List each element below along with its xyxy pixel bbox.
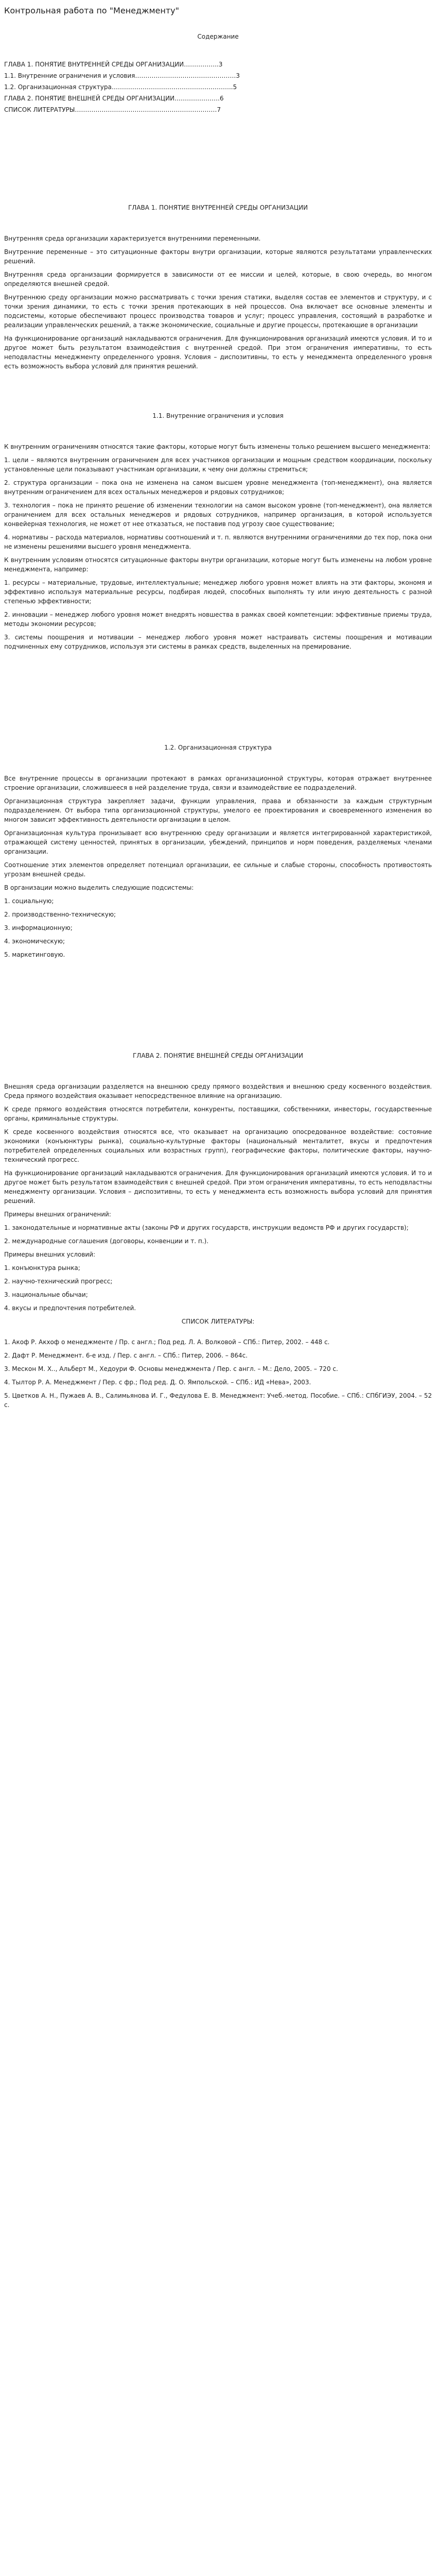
list-item: 4. экономическую;: [4, 938, 65, 945]
list-item: 1. ресурсы – материальные, трудовые, интеллектуальные; менеджер любого уровня может влиять на эти факторы, экономя и эффективно используя материальные ресурсы, подбирая людей, способных выполнять ту или иную деятельность с разной степенью эффективности;: [4, 579, 432, 605]
paragraph: К внутренним ограничениям относятся такие факторы, которые могут быть изменены только решением высшего менеджмента:: [4, 443, 431, 450]
list-item: 1. социальную;: [4, 897, 54, 905]
reference-item: 4. Тылтор Р. А. Менеджмент / Пер. с фр.; Под ред. Д. О. Ямпольской. – СПб.: ИД «Нева», 2003.: [4, 1379, 311, 1386]
paragraph: Примеры внешних условий:: [4, 1251, 96, 1258]
section1-2-title: 1.2. Организационная структура: [164, 744, 272, 751]
toc-item[interactable]: ГЛАВА 2. ПОНЯТИЕ ВНЕШНЕЙ СРЕДЫ ОРГАНИЗАЦИИ………………….6: [4, 95, 224, 102]
paragraph: Организационная культура пронизывает всю внутреннюю среду организации и является интегрированной характеристикой, отражающей систему ценностей, принятых в организации, убеждений, принципов и норм поведения, разделяемых членами организации.: [4, 829, 432, 855]
paragraph: Примеры внешних ограничений:: [4, 1211, 111, 1218]
list-item: 2. инновации – менеджер любого уровня может внедрять новшества в рамках своей компетенции: эффективные приемы труда, методы экономии ресурсов;: [4, 611, 432, 628]
paragraph: Внутренние переменные – это ситуационные факторы внутри организации, которые являются результатами управленческих решений.: [4, 248, 432, 265]
toc-heading: Содержание: [197, 33, 239, 40]
list-item: 2. научно-технический прогресс;: [4, 1278, 113, 1285]
list-item: 1. цели – являются внутренним ограничением для всех участников организации и мощным средством координации, поскольку установленные цели показывают участникам организации, к чему они должны стремиться;: [4, 456, 432, 473]
list-item: 3. национальные обычаи;: [4, 1291, 88, 1298]
reference-item: 5. Цветков А. Н., Пужаев А. В., Салимьянова И. Г., Федулова Е. В. Менеджмент: Учеб.-метод. Пособие. – СПб.: СПбГИЭУ, 2004. – 52 с.: [4, 1392, 432, 1409]
paragraph: Все внутренние процессы в организации протекают в рамках организационной структуры, которая отражает внутреннее строение организации, сложившееся в ней разделение труда, связи и взаимодействие ее подразделений.: [4, 775, 432, 791]
reference-item: 3. Мескон М. Х.., Альберт М., Хедоури Ф. Основы менеджмента / Пер. с англ. – М.: Дело, 2005. – 720 с.: [4, 1365, 338, 1372]
chapter2-title: ГЛАВА 2. ПОНЯТИЕ ВНЕШНЕЙ СРЕДЫ ОРГАНИЗАЦИИ: [132, 1052, 304, 1059]
section1-1-title: 1.1. Внутренние ограничения и условия: [152, 412, 284, 419]
toc-item[interactable]: 1.1. Внутренние ограничения и условия………………………………………….3: [4, 72, 240, 79]
toc-item[interactable]: СПИСОК ЛИТЕРАТУРЫ……………………………………………………………7: [4, 106, 221, 113]
paragraph: На функционирование организаций накладываются ограничения. Для функционирования организаций имеются условия. И то и другое может быть результатом взаимодействия с внешней средой. При этом ограничения императивны, то есть неподвластны менеджменту организации. Условия – диспозитивны, то есть у менеджмента есть возможность выбора условий для принятия решений.: [4, 1170, 432, 1205]
list-item: 2. структура организации – пока она не изменена на самом высшем уровне менеджмента (топ-менеджмент), она является внутренним ограничением для всех остальных менеджеров и рядовых сотрудников;: [4, 479, 432, 496]
document-title: Контрольная работа по "Менеджменту": [4, 6, 179, 15]
paragraph: В организации можно выделить следующие подсистемы:: [4, 884, 194, 891]
list-item: 3. системы поощрения и мотивации – менеджер любого уровня может настраивать системы поощрения и мотивации подчиненных ему сотрудников, используя эти системы в рамках средств, выделенных на премирование.: [4, 634, 432, 650]
list-item: 5. маркетинговую.: [4, 951, 65, 958]
paragraph: На функционирование организаций накладываются ограничения. Для функционирования организаций имеются условия. И то и другое может быть результатом взаимодействия с внутренней средой. При этом ограничения императивны, то есть неподвластны менеджменту определенного уровня. Условия – диспозитивны, то есть у менеджмента определенного уровня есть возможность выбора условий для принятия решений.: [4, 335, 432, 370]
chapter1-title: ГЛАВА 1. ПОНЯТИЕ ВНУТРЕННЕЙ СРЕДЫ ОРГАНИЗАЦИИ: [128, 204, 308, 211]
paragraph: Соотношение этих элементов определяет потенциал организации, ее сильные и слабые стороны, способность противостоять угрозам внешней среды.: [4, 861, 432, 878]
paragraph: К среде косвенного воздействия относятся все, что оказывает на организацию опосредованное воздействие: состояние экономики (конъюнктуры рынка), социально-культурные факторы (национальный менталитет, вкусы и предпочтения потребителей определенных социальных или возрастных групп), географические факторы, политические факторы, научно-технический прогресс.: [4, 1128, 432, 1163]
paragraph: Внутренняя среда организации характеризуется внутренними переменными.: [4, 235, 261, 242]
list-item: 3. информационную;: [4, 924, 73, 931]
table-of-contents: [4, 59, 432, 115]
list-item: 4. вкусы и предпочтения потребителей.: [4, 1304, 136, 1312]
paragraph: Внутреннюю среду организации можно рассматривать с точки зрения статики, выделяя состав ее элементов и структуру, и с точки зрения динамики, то есть с точки зрения протекающих в ней процессов. Она включает все основные элементы и подсистемы, которые обеспечивают процесс производства товаров и услуг; процесс управления, состоящий в разработке и реализации управленческих решений, а также экономические, социальные и другие процессы, протекающие в организации: [4, 294, 432, 329]
toc-item[interactable]: ГЛАВА 1. ПОНЯТИЕ ВНУТРЕННЕЙ СРЕДЫ ОРГАНИЗАЦИИ……………..3: [4, 61, 223, 68]
paragraph: К внутренним условиям относятся ситуационные факторы внутри организации, которые могут быть изменены на любом уровне менеджмента, например:: [4, 556, 432, 573]
list-item: 2. международные соглашения (договоры, конвенции и т. п.).: [4, 1238, 208, 1245]
list-item: 4. нормативы – расхода материалов, нормативы соотношений и т. п. являются внутренними ограничениями до тех пор, пока они не изменены решениями высшего уровня менеджмента.: [4, 534, 432, 550]
list-item: 2. производственно-техническую;: [4, 911, 116, 918]
document: [0, 5, 436, 1410]
paragraph: Организационная структура закрепляет задачи, функции управления, права и обязанности за каждым структурным подразделением. От выбора типа организационной структуры, умелого ее проектирования и своевременного изменения во многом зависит эффективность деятельности организации в целом.: [4, 798, 432, 823]
references-title: СПИСОК ЛИТЕРАТУРЫ:: [181, 1318, 255, 1325]
toc-item[interactable]: 1.2. Организационная структура…………………………………………………..5: [4, 83, 237, 91]
reference-item: 1. Акоф Р. Акхоф о менеджменте / Пр. с англ.; Под ред. Л. А. Волковой – СПб.: Питер, 2002. – 448 с.: [4, 1338, 330, 1346]
list-item: 3. технология – пока не принято решение об изменении технологии на самом высоком уровне (топ-менеджмент), она является ограничением для всех остальных менеджеров и рядовых сотрудников, например организация, в которой используется конвейерная технология, не может от нее отказаться, не поставив под угрозу свое существование;: [4, 502, 432, 528]
paragraph: К среде прямого воздействия относятся потребители, конкуренты, поставщики, собственники, инвесторы, государственные органы, криминальные структуры.: [4, 1106, 432, 1122]
list-item: 1. конъюнктура рынка;: [4, 1264, 80, 1272]
paragraph: Внешняя среда организации разделяется на внешнюю среду прямого воздействия и внешнюю среду косвенного воздействия. Среда прямого воздействия оказывает непосредственное влияние на организацию.: [4, 1083, 432, 1099]
reference-item: 2. Дафт Р. Менеджмент. 6-е изд. / Пер. с англ. – СПб.: Питер, 2006. – 864с.: [4, 1352, 248, 1359]
list-item: 1. законодательные и нормативные акты (законы РФ и других государств, инструкции ведомств РФ и других государств);: [4, 1224, 409, 1231]
paragraph: Внутренняя среда организации формируется в зависимости от ее миссии и целей, которые, в свою очередь, во многом определяются внешней средой.: [4, 271, 432, 287]
